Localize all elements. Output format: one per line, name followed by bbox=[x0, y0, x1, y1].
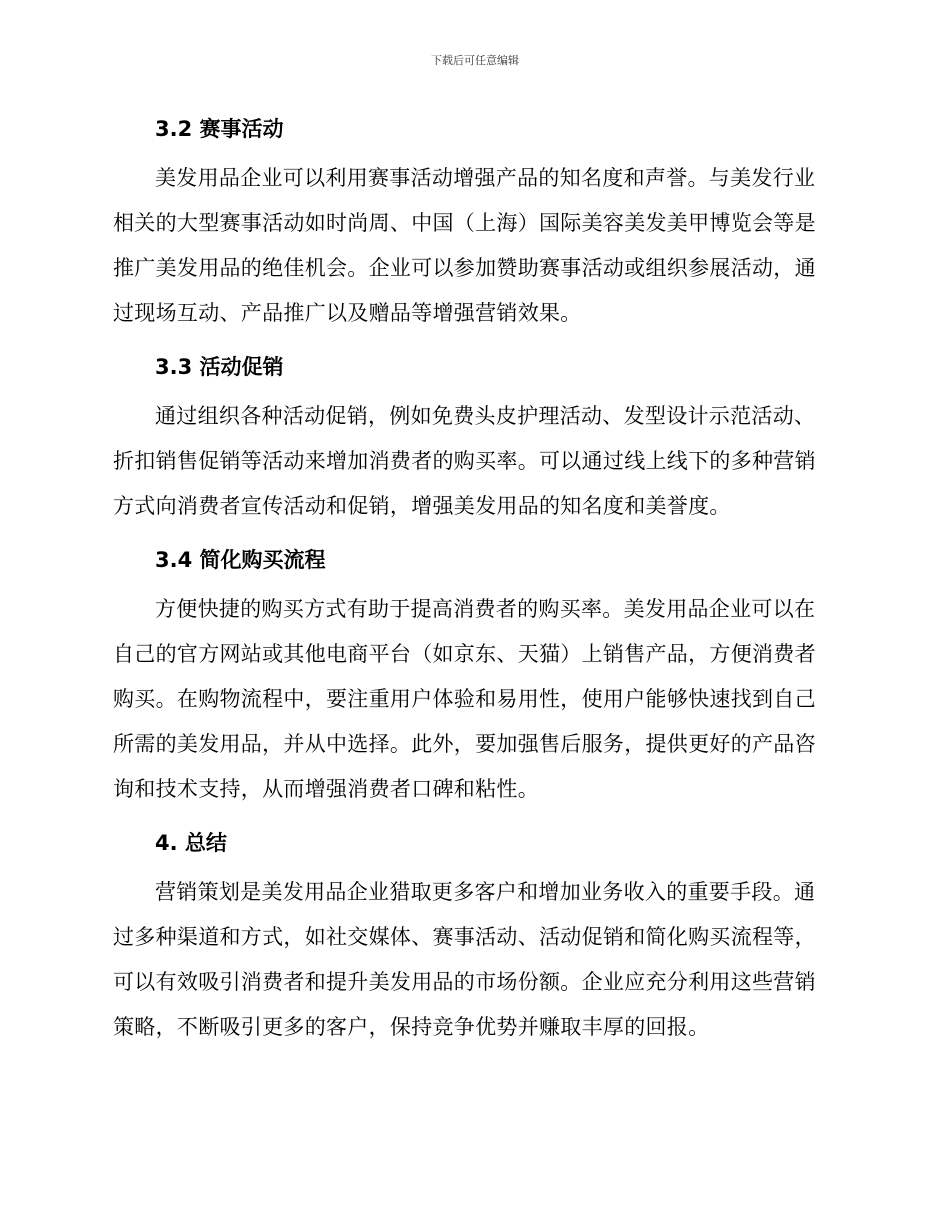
section-4 bbox=[113, 826, 833, 1050]
section-3-4 bbox=[113, 543, 833, 812]
paragraph-line: 推广美发用品的绝佳机会。企业可以参加赞助赛事活动或组织参展活动，通 bbox=[113, 256, 816, 280]
section-heading: 4. 总结 bbox=[155, 831, 227, 855]
section-heading: 3.2 赛事活动 bbox=[155, 117, 284, 141]
paragraph-line: 方式向消费者宣传活动和促销，增强美发用品的知名度和美誉度。 bbox=[113, 494, 731, 518]
paragraph-line: 询和技术支持，从而增强消费者口碑和粘性。 bbox=[113, 777, 539, 801]
paragraph-line: 方便快捷的购买方式有助于提高消费者的购买率。美发用品企业可以在 bbox=[155, 597, 816, 621]
paragraph-line: 过现场互动、产品推广以及赠品等增强营销效果。 bbox=[113, 301, 582, 325]
section-paragraph bbox=[113, 870, 833, 1050]
section-3-3 bbox=[113, 350, 833, 529]
paragraph-line: 可以有效吸引消费者和提升美发用品的市场份额。企业应充分利用这些营销 bbox=[113, 970, 816, 994]
paragraph-line: 策略，不断吸引更多的客户，保持竞争优势并赚取丰厚的回报。 bbox=[113, 1015, 710, 1039]
paragraph-line: 通过组织各种活动促销，例如免费头皮护理活动、发型设计示范活动、 bbox=[155, 404, 816, 428]
paragraph-line: 过多种渠道和方式，如社交媒体、赛事活动、活动促销和简化购买流程等， bbox=[113, 925, 816, 949]
paragraph-line: 营销策划是美发用品企业猎取更多客户和增加业务收入的重要手段。通 bbox=[155, 880, 816, 904]
page-header: 下载后可任意编辑 bbox=[431, 54, 519, 67]
paragraph-line: 美发用品企业可以利用赛事活动增强产品的知名度和声誉。与美发行业 bbox=[155, 166, 816, 190]
paragraph-line: 折扣销售促销等活动来增加消费者的购买率。可以通过线上线下的多种营销 bbox=[113, 449, 816, 473]
section-paragraph bbox=[113, 156, 833, 336]
section-heading: 3.3 活动促销 bbox=[155, 355, 284, 379]
paragraph-line: 所需的美发用品，并从中选择。此外，要加强售后服务，提供更好的产品咨 bbox=[113, 732, 816, 756]
section-paragraph bbox=[113, 394, 833, 529]
paragraph-line: 购买。在购物流程中，要注重用户体验和易用性，使用户能够快速找到自己 bbox=[113, 687, 816, 711]
paragraph-line: 相关的大型赛事活动如时尚周、中国（上海）国际美容美发美甲博览会等是 bbox=[113, 211, 816, 235]
section-3-2 bbox=[113, 112, 833, 336]
paragraph-line: 自己的官方网站或其他电商平台（如京东、天猫）上销售产品，方便消费者 bbox=[113, 642, 816, 666]
section-paragraph bbox=[113, 587, 833, 812]
document-body bbox=[113, 112, 833, 1064]
section-heading: 3.4 简化购买流程 bbox=[155, 548, 326, 572]
